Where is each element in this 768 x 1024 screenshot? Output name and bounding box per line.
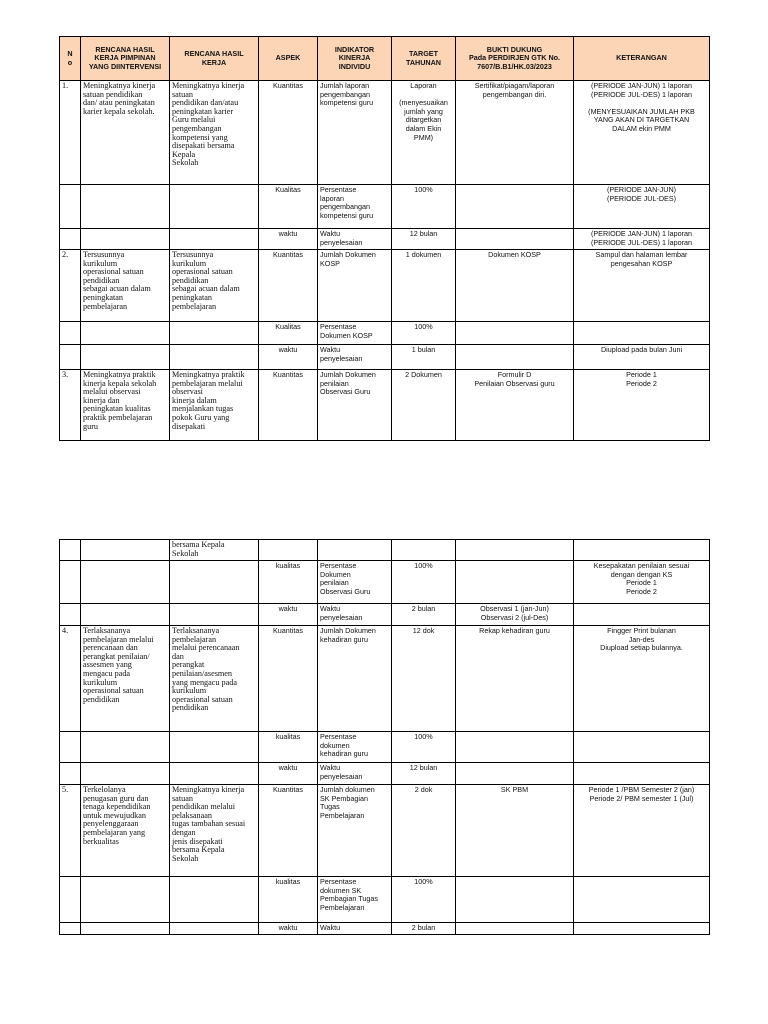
cell-aspek: waktu [259,345,318,370]
cell-target: 100% [392,185,456,229]
cell-aspek: Kuantitas [259,785,318,877]
cell-keterangan [574,540,710,561]
cell-bukti [456,561,574,604]
cell-aspek: waktu [259,604,318,626]
cell-no [60,345,81,370]
table-row [60,540,710,561]
header-rencana-pimpinan: RENCANA HASIL KERJA PIMPINAN YANG DIINTERVENSI [81,37,170,81]
cell-no: 2. [60,250,81,322]
cell-no [60,540,81,561]
cell-keterangan [574,732,710,763]
cell-keterangan: Periode 1 Periode 2 [574,370,710,441]
cell-rencana [170,732,259,763]
cell-rencana: Meningkatnya kinerja satuan pendidikan melalui pelaksanaan tugas tambahan sesuai dengan jenis disepakati bersama Kepala Sekolah [170,785,259,877]
cell-keterangan: Fingger Print bulanan Jan-des Diupload setiap bulannya. [574,626,710,732]
cell-indikator: Persentase dokumen SK Pembagian Tugas Pembelajaran [318,877,392,923]
header-keterangan: KETERANGAN [574,37,710,81]
cell-indikator [318,540,392,561]
cell-rencana: Meningkatnya praktik pembelajaran melalui observasi kinerja dalam menjalankan tugas pokok Guru yang disepakati [170,370,259,441]
cell-rencana: bersama Kepala Sekolah [170,540,259,561]
cell-aspek: Kuantitas [259,370,318,441]
cell-aspek: Kuantitas [259,626,318,732]
cell-rencana-pimpinan [81,322,170,345]
cell-target: 12 dok [392,626,456,732]
cell-keterangan: (PERIODE JAN-JUN) 1 laporan (PERIODE JUL-DES) 1 laporan (MENYESUAIKAN JUMLAH PKB YANG AKAN DI TARGETKAN DALAM ekin PMM [574,81,710,185]
cell-target: 100% [392,561,456,604]
header-no: N o [60,37,81,81]
cell-target: 1 bulan [392,345,456,370]
cell-indikator: Jumlah dokumen SK Pembagian Tugas Pembelajaran [318,785,392,877]
cell-indikator: Jumlah Dokumen penilaian Observasi Guru [318,370,392,441]
table-row [60,763,710,785]
cell-keterangan: Diupload pada bulan Juni [574,345,710,370]
cell-no: 5. [60,785,81,877]
performance-table-top [59,36,710,441]
cell-rencana-pimpinan [81,229,170,250]
cell-rencana [170,185,259,229]
cell-no [60,732,81,763]
cell-target: 100% [392,322,456,345]
cell-keterangan: Kesepakatan penilaian sesuai dengan dengan KS Periode 1 Periode 2 [574,561,710,604]
cell-bukti [456,763,574,785]
cell-no: 3. [60,370,81,441]
cell-bukti: Dokumen KOSP [456,250,574,322]
cell-target: 2 bulan [392,604,456,626]
cell-bukti [456,322,574,345]
header-aspek: ASPEK [259,37,318,81]
cell-no: 1. [60,81,81,185]
cell-indikator: Persentase Dokumen penilaian Observasi Guru [318,561,392,604]
cell-keterangan: (PERIODE JAN-JUN) (PERIODE JUL-DES) [574,185,710,229]
cell-rencana-pimpinan [81,345,170,370]
cell-aspek: kualitas [259,877,318,923]
cell-no [60,185,81,229]
cell-rencana [170,604,259,626]
cell-target: 100% [392,877,456,923]
table-row [60,626,710,732]
cell-rencana [170,923,259,935]
cell-no [60,923,81,935]
cell-rencana-pimpinan: Meningkatnya praktik kinerja kepala sekolah melalui observasi kinerja dan peningkatan kualitas praktik pembelajaran guru [81,370,170,441]
cell-indikator: Persentase dokumen kehadiran guru [318,732,392,763]
cell-rencana-pimpinan [81,732,170,763]
cell-rencana-pimpinan [81,185,170,229]
cell-rencana [170,763,259,785]
cell-indikator: Persentase Dokumen KOSP [318,322,392,345]
cell-aspek: kualitas [259,561,318,604]
table-row [60,370,710,441]
cell-indikator: Waktu penyelesaian [318,345,392,370]
cell-rencana [170,877,259,923]
cell-bukti [456,345,574,370]
cell-target: 2 bulan [392,923,456,935]
cell-indikator: Waktu penyelesaian [318,229,392,250]
cell-aspek [259,540,318,561]
cell-target: Laporan (menyesuaikan jumlah yang ditargetkan dalam Ekin PMM) [392,81,456,185]
cell-no [60,561,81,604]
cell-bukti: Sertifikat/piagam/laporan pengembangan diri. [456,81,574,185]
cell-rencana-pimpinan: Terkelolanya penugasan guru dan tenaga kependidikan untuk mewujudkan penyelenggaraan pembelajaran yang berkualitas [81,785,170,877]
cell-aspek: kualitas [259,732,318,763]
cell-rencana-pimpinan [81,923,170,935]
table-row [60,81,710,185]
cell-target: 2 dok [392,785,456,877]
cell-aspek: Kualitas [259,185,318,229]
cell-no [60,604,81,626]
cell-bukti: Formulir D Penilaian Observasi guru [456,370,574,441]
cell-bukti [456,540,574,561]
cell-rencana-pimpinan: Terlaksananya pembelajaran melalui perencanaan dan perangkat penilaian/ assesmen yang mengacu pada kurikulum operasional satuan pendidikan [81,626,170,732]
cell-rencana [170,322,259,345]
cell-aspek: waktu [259,229,318,250]
header-rencana: RENCANA HASIL KERJA [170,37,259,81]
cell-rencana-pimpinan [81,604,170,626]
cell-no [60,229,81,250]
cell-no [60,322,81,345]
cell-bukti: SK PBM [456,785,574,877]
table-row [60,604,710,626]
table-header-row [60,37,710,81]
cell-indikator: Jumlah laporan pengembangan kompetensi guru [318,81,392,185]
cell-aspek: waktu [259,923,318,935]
cell-no [60,877,81,923]
table-row [60,923,710,935]
performance-table-bottom [59,539,710,935]
cell-target: 12 bulan [392,229,456,250]
cell-keterangan [574,604,710,626]
table-row [60,732,710,763]
cell-keterangan: Sampul dan halaman lembar pengesahan KOSP [574,250,710,322]
cell-aspek: waktu [259,763,318,785]
cell-indikator: Jumlah Dokumen kehadiran guru [318,626,392,732]
table-row [60,322,710,345]
cell-indikator: Jumlah Dokumen KOSP [318,250,392,322]
cell-rencana: Meningkatnya kinerja satuan pendidikan dan/atau peningkatan karier Guru melalui pengembangan kompetensi yang disepakati bersama Kepala Sekolah [170,81,259,185]
header-target: TARGET TAHUNAN [392,37,456,81]
cell-rencana [170,229,259,250]
table-row [60,345,710,370]
table-row [60,785,710,877]
cell-bukti [456,923,574,935]
table-body-top [60,81,710,441]
header-indikator: INDIKATOR KINERJA INDIVIDU [318,37,392,81]
header-bukti: BUKTI DUKUNG Pada PERDIRJEN GTK No. 7607/B.B1/HK.03/2023 [456,37,574,81]
cell-keterangan [574,763,710,785]
cell-bukti [456,229,574,250]
cell-keterangan [574,322,710,345]
cell-keterangan: (PERIODE JAN-JUN) 1 laporan (PERIODE JUL-DES) 1 laporan [574,229,710,250]
cell-rencana-pimpinan [81,877,170,923]
cell-rencana-pimpinan: Tersusunnya kurikulum operasional satuan pendidikan sebagai acuan dalam peningkatan pembelajaran [81,250,170,322]
cell-rencana [170,345,259,370]
cell-target: 1 dokumen [392,250,456,322]
cell-no [60,763,81,785]
cell-bukti [456,185,574,229]
cell-target: 100% [392,732,456,763]
cell-indikator: Waktu [318,923,392,935]
cell-bukti: Rekap kehadiran guru [456,626,574,732]
cell-bukti [456,732,574,763]
cell-aspek: Kuantitas [259,81,318,185]
cell-rencana: Terlaksananya pembelajaran melalui perencanaan dan perangkat penilaian/asesmen yang mengacu pada kurikulum operasional satuan pendidikan [170,626,259,732]
cell-target [392,540,456,561]
cell-bukti [456,877,574,923]
cell-aspek: Kuantitas [259,250,318,322]
table-row [60,185,710,229]
cell-no: 4. [60,626,81,732]
cell-rencana-pimpinan [81,540,170,561]
cell-aspek: Kualitas [259,322,318,345]
cell-indikator: Waktu penyelesaian [318,604,392,626]
cell-rencana: Tersusunnya kurikulum operasional satuan pendidikan sebagai acuan dalam peningkatan pembelajaran [170,250,259,322]
cell-target: 2 Dokumen [392,370,456,441]
cell-indikator: Waktu penyelesaian [318,763,392,785]
table-row [60,561,710,604]
cell-target: 12 bulan [392,763,456,785]
cell-rencana [170,561,259,604]
cell-keterangan [574,923,710,935]
table-body-bottom [60,540,710,935]
cell-indikator: Persentase laporan pengembangan kompetensi guru [318,185,392,229]
table-row [60,250,710,322]
cell-bukti: Observasi 1 (jan-Jun) Observasi 2 (jul-Des) [456,604,574,626]
cell-keterangan: Periode 1 /PBM Semester 2 (jan) Periode 2/ PBM semester 1 (Jul) [574,785,710,877]
table-row [60,229,710,250]
table-row [60,877,710,923]
cell-rencana-pimpinan: Meningkatnya kinerja satuan pendidikan dan/ atau peningkatan karier kepala sekolah. [81,81,170,185]
cell-rencana-pimpinan [81,561,170,604]
cell-keterangan [574,877,710,923]
cell-rencana-pimpinan [81,763,170,785]
